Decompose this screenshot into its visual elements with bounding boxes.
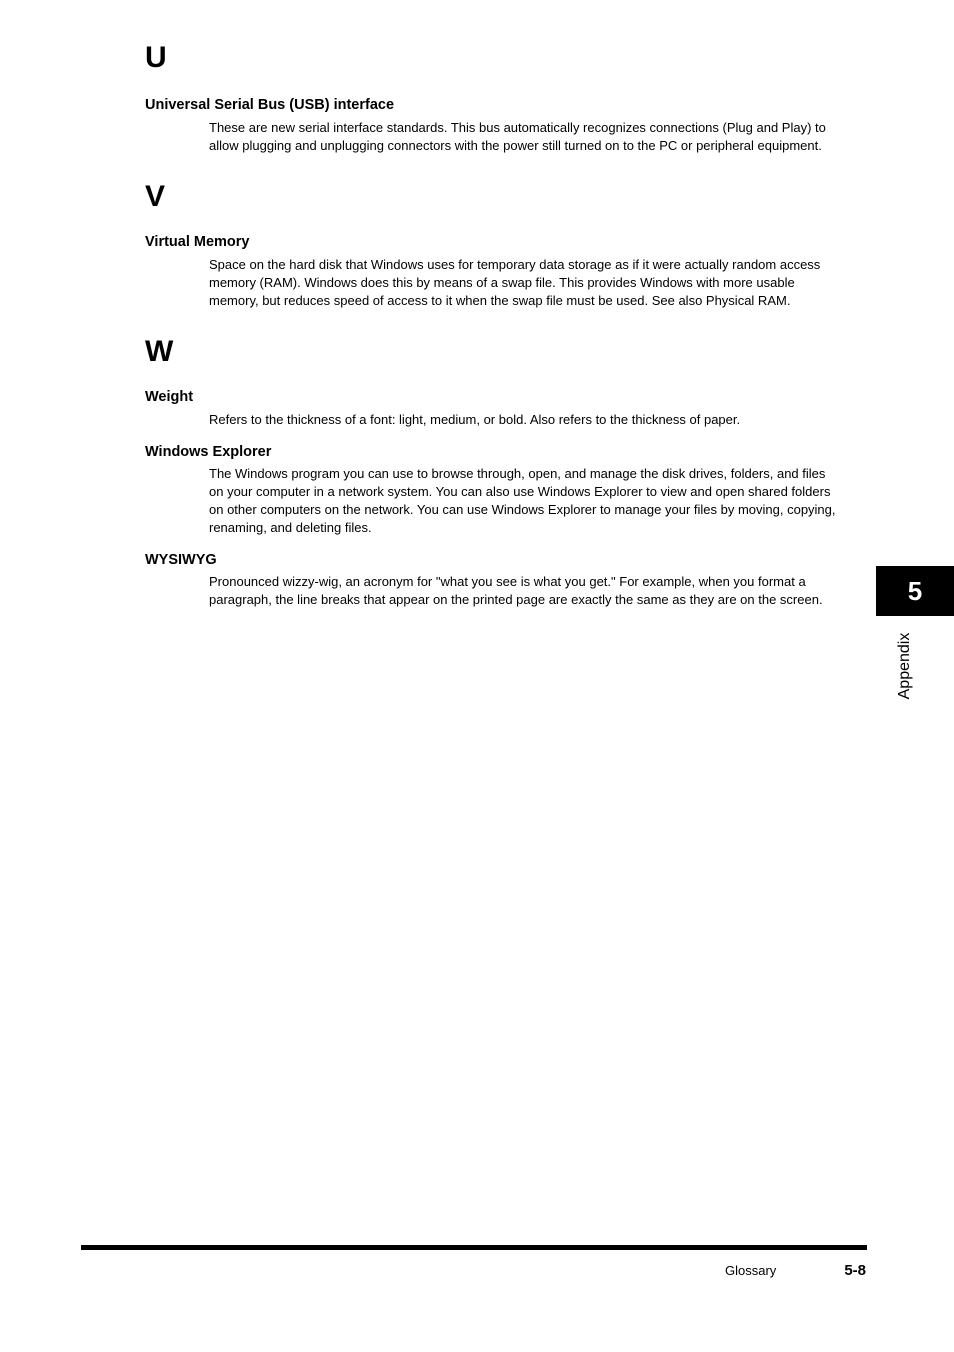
definition-usb: These are new serial interface standards. This bus automatically recognizes connections (Plug and Play) to allow plugging and unplugging connectors with the power still turned on to the PC or peripheral equipment. <box>209 120 826 153</box>
section-letter-u: U <box>145 41 167 74</box>
definition-windows-explorer: The Windows program you can use to browse through, open, and manage the disk drives, folders, and files on your computer in a network system. You can also use Windows Explorer to view and open shared folders on other computers on the network. You can use Windows Explorer to manage your files by moving, copying, renaming, and deleting files. <box>209 466 836 535</box>
section-letter-w: W <box>145 335 174 368</box>
term-weight: Weight <box>145 389 194 405</box>
term-windows-explorer: Windows Explorer <box>145 444 272 460</box>
section-w <box>145 334 865 609</box>
chapter-tab-label: Appendix <box>896 632 913 700</box>
term-virtual-memory: Virtual Memory <box>145 234 250 250</box>
section-u <box>145 40 865 155</box>
definition-wysiwyg: Pronounced wizzy-wig, an acronym for "what you see is what you get." For example, when you format a paragraph, the line breaks that appear on the printed page are exactly the same as they are on the screen. <box>209 574 823 607</box>
term-wysiwyg: WYSIWYG <box>145 552 217 568</box>
definition-virtual-memory: Space on the hard disk that Windows uses for temporary data storage as if it were actually random access memory (RAM). Windows does this by means of a swap file. This provides Windows with more usable memory, but reduces speed of access to it when the swap file must be used. See also Physical RAM. <box>209 257 821 308</box>
glossary-content <box>145 40 865 609</box>
footer-section-name: Glossary <box>725 1263 777 1278</box>
section-letter-v: V <box>145 180 166 213</box>
footer-page-number: 5-8 <box>844 1262 866 1279</box>
chapter-tab: 5 <box>876 566 954 616</box>
term-usb: Universal Serial Bus (USB) interface <box>145 97 395 113</box>
section-v <box>145 179 865 310</box>
footer-rule <box>81 1245 867 1250</box>
definition-weight: Refers to the thickness of a font: light, medium, or bold. Also refers to the thickness of paper. <box>209 412 741 427</box>
